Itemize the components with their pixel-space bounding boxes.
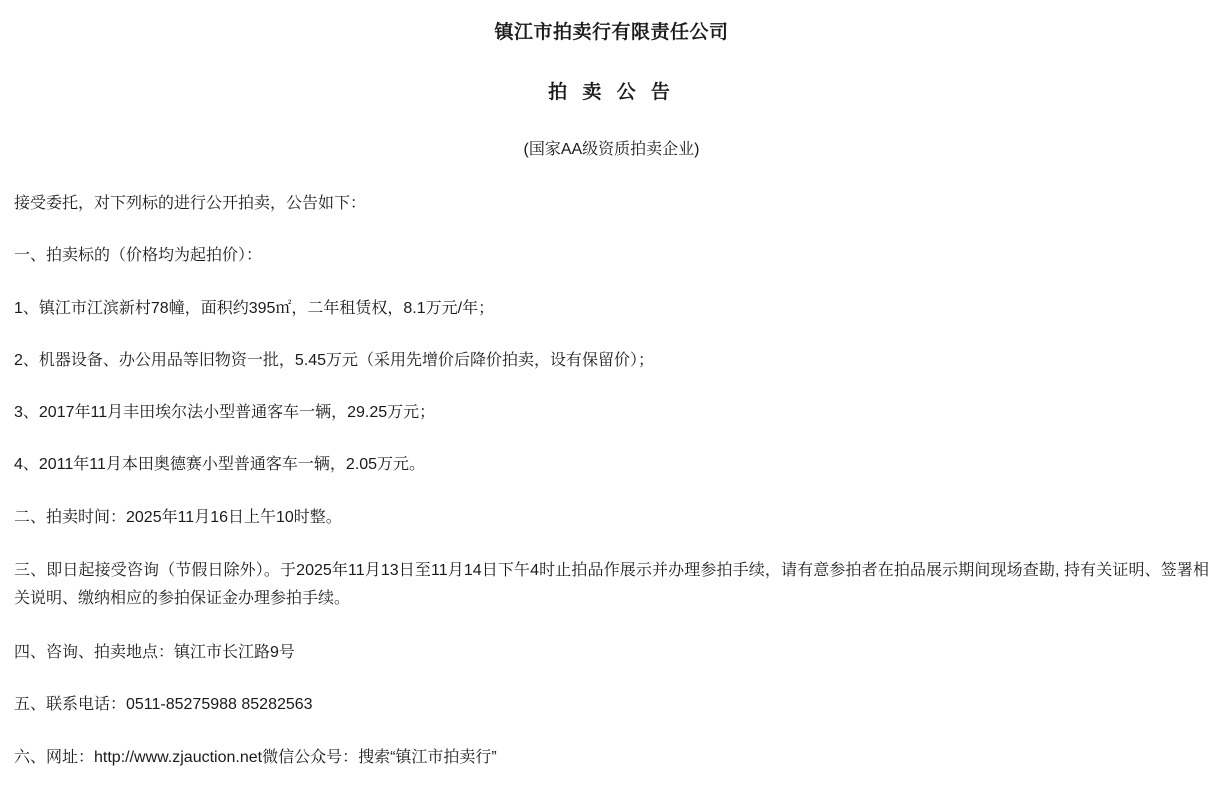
section-six-website: 六、网址：http://www.zjauction.net微信公众号：搜索“镇江市拍卖行” — [14, 748, 497, 766]
section-four-location: 四、咨询、拍卖地点：镇江市长江路9号 — [14, 643, 295, 661]
lot-item-1: 1、镇江市江滨新村78幢，面积约395㎡，二年租赁权，8.1万元/年； — [14, 299, 495, 317]
section-one-heading: 一、拍卖标的（价格均为起拍价）： — [14, 247, 263, 265]
company-title: 镇江市拍卖行有限责任公司 — [494, 22, 729, 43]
section-three-inquiry-and-preview: 三、即日起接受咨询（节假日除外）。于2025年11月13日至11月14日下午4时止拍品作展示并办理参拍手续，请有意参拍者在拍品展示期间现场查勘, 持有关证明、签署相关说明、缴纳相应的参拍保证金办理参拍手续。 — [14, 561, 1209, 607]
lot-item-2: 2、机器设备、办公用品等旧物资一批，5.45万元（采用先增价后降价拍卖，设有保留价）； — [14, 351, 655, 369]
section-five-phone: 五、联系电话：0511-85275988 85282563 — [14, 696, 313, 714]
lot-item-4: 4、2011年11月本田奥德赛小型普通客车一辆，2.05万元。 — [14, 456, 426, 474]
qualification-line: (国家AA级资质拍卖企业) — [523, 141, 700, 159]
auction-announcement-document — [0, 20, 1223, 800]
lot-item-3: 3、2017年11月丰田埃尔法小型普通客车一辆，29.25万元； — [14, 404, 436, 422]
section-two-auction-time: 二、拍卖时间：2025年11月16日上午10时整。 — [14, 508, 342, 526]
intro-paragraph: 接受委托，对下列标的进行公开拍卖，公告如下： — [14, 194, 367, 212]
document-title: 拍 卖 公 告 — [548, 81, 675, 103]
